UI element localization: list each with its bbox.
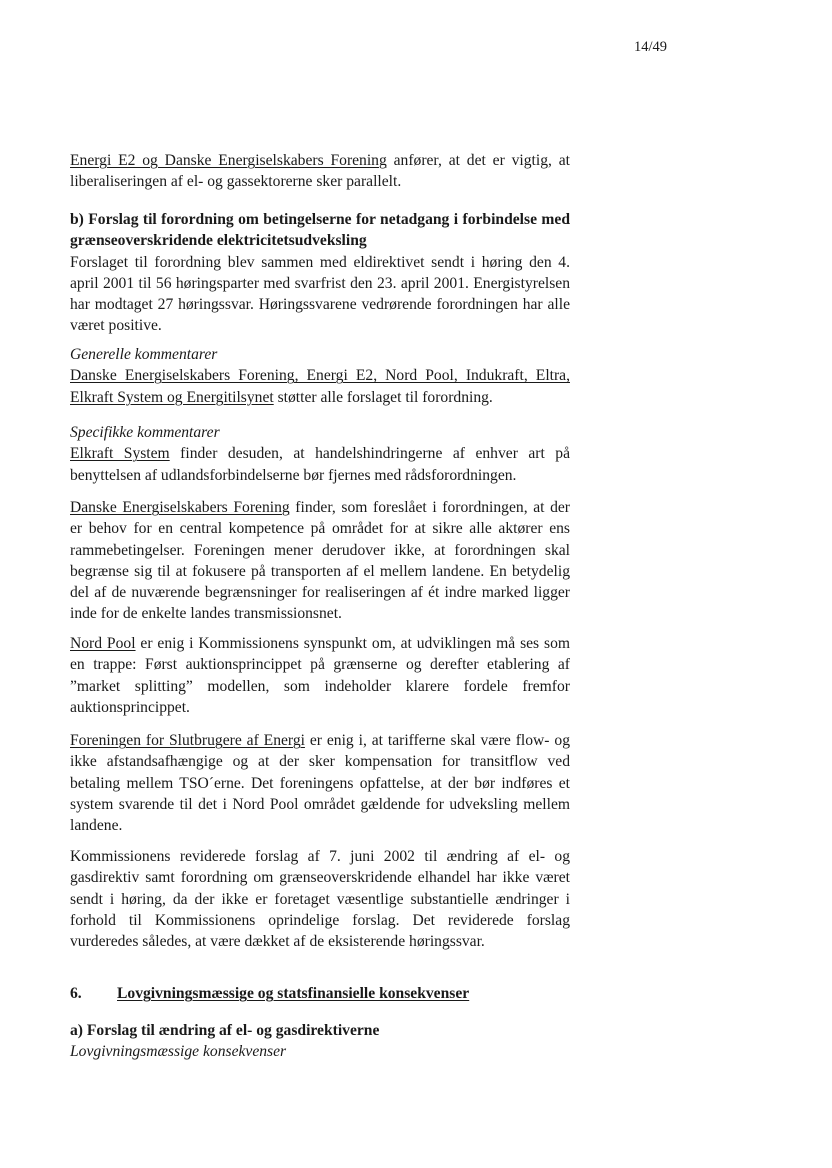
section-b [70, 209, 570, 337]
section-6-heading [70, 983, 469, 1004]
section-title: Lovgivningsmæssige og statsfinansielle konsekvenser [117, 985, 470, 1002]
specifikke-kommentarer [70, 422, 570, 486]
section-a-subheading: Lovgivningsmæssige konsekvenser [70, 1043, 287, 1061]
paragraph-text: er enig i, at tarifferne skal være flow- og ikke afstandsafhængige og at der sker kompensation for transitflow ved betaling mellem TSO´erne. Det foreningens opfattelse, at der bør indføres et system svarende til det i Nord Pool området gældende for udveksling mellem landene. [70, 732, 570, 835]
section-a [70, 1020, 570, 1063]
specifikke-label: Specifikke kommentarer [70, 424, 220, 441]
org-name: Nord Pool [70, 635, 136, 652]
section-b-body: Forslaget til forordning blev sammen med eldirektivet sendt i høring den 4. april 2001 til 56 høringsparter med svarfrist den 23. april 2001. Energistyrelsen har modtaget 27 høringssvar. Høringssvarene vedrørende forordningen har alle været positive. [70, 253, 570, 335]
paragraph-text: støtter alle forslaget til forordning. [273, 388, 493, 406]
danske-paragraph [70, 497, 570, 625]
nordpool-paragraph [70, 633, 570, 718]
section-b-heading: b) Forslag til forordning om betingelserne for netadgang i forbindelse med grænseoverskridende elektricitetsudveksling [70, 211, 570, 250]
paragraph-text: finder, som foreslået i forordningen, at der er behov for en central kompetence på området for at sikre alle aktører ens rammebetingelser. Foreningen mener derudover ikke, at forordningen skal begrænse sig til at fokusere på transporten af el mellem landene. En betydelig del af de nuværende begrænsninger for realiseringen af ét indre marked ligger inde for de enkelte landes transmissionsnet. [70, 499, 570, 623]
org-list: Danske Energiselskabers Forening, Energi E2, Nord Pool, Indukraft, Eltra, Elkraft System og Energitilsynet [70, 367, 570, 406]
org-name: Danske Energiselskabers Forening [70, 499, 290, 516]
paragraph-text: er enig i Kommissionens synspunkt om, at udviklingen må ses som en trappe: Først auktionsprincippet på grænserne og derefter etablering af ”market splitting” modellen, som indeholder klarere fordele fremfor auktionsprincippet. [70, 635, 571, 716]
section-a-heading: a) Forslag til ændring af el- og gasdirektiverne [70, 1022, 380, 1039]
org-name: Elkraft System [70, 445, 170, 463]
org-name: Energi E2 og Danske Energiselskabers Forening [70, 152, 387, 169]
slutbrugere-paragraph [70, 730, 570, 836]
paragraph-text: finder desuden, at handelshindringerne af enhver art på benyttelsen af udlandsforbindelserne bør fjernes med rådsforordningen. [70, 445, 570, 484]
paragraph-text: anfører, at det er vigtig, at liberaliseringen af el- og gassektorerne sker parallelt. [70, 152, 570, 191]
generelle-label: Generelle kommentarer [70, 346, 218, 363]
page-number: 14/49 [634, 39, 668, 55]
generelle-kommentarer [70, 344, 570, 408]
org-name: Foreningen for Slutbrugere af Energi [70, 732, 305, 749]
intro-paragraph [70, 150, 570, 193]
section-number: 6. [70, 985, 82, 1002]
revideret-paragraph [70, 846, 570, 952]
paragraph-text: Kommissionens reviderede forslag af 7. juni 2002 til ændring af el- og gasdirektiv samt forordning om grænseoverskridende elhandel har ikke været sendt i høring, da der ikke er foretaget væsentlige substantielle ændringer i forhold til Kommissionens oprindelige forslag. Det reviderede forslag vurderedes således, at være dækket af de eksisterende høringssvar. [70, 848, 570, 951]
